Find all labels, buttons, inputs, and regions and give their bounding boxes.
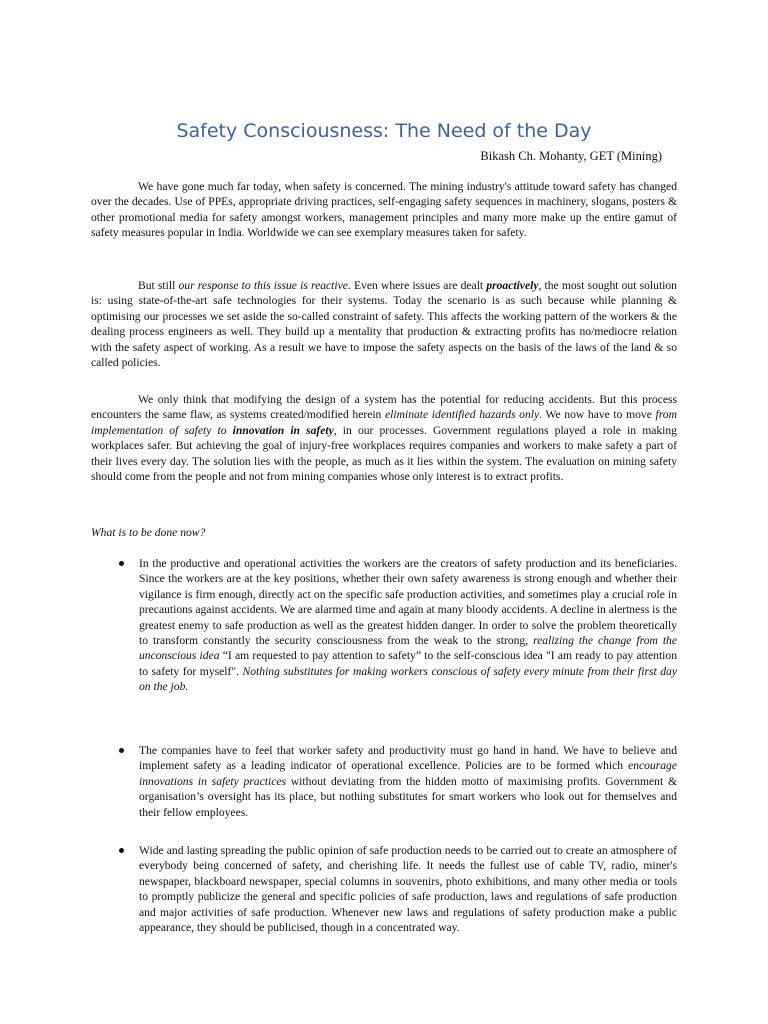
text-run: We only think that modifying the design of a system has the potential for reducing accidents. But this process encounters the same flaw, as systems created/modified herein xyxy=(91,393,677,422)
text-run: But still xyxy=(138,279,179,292)
bullet-icon xyxy=(119,561,124,566)
bold-italic-run: innovation in safety xyxy=(232,423,334,437)
text-run: In the productive and operational activities the workers are the creators of safety production and its beneficiaries. Since the workers are at the key positions, whether their own safety awareness is strong enough and whether their vigilance is firm enough, directly act on the specific safe production activities, and sometimes play a crucial role in precautions against accidents. We are alarmed time and again at many bloody accidents. A decline in alertness is the greatest enemy to safe production as well as the greatest hidden danger. In order to solve the problem theoretically to transform constantly the security consciousness from the weak to the strong, xyxy=(139,557,677,648)
text-run: , in our processes. Government regulations played a role in making workplaces safer. But achieving the goal of injury-free workplaces requires companies and workers to make safety a part of their lives every day. The solution lies with the people, as much as it lies within the system. The evaluation on mining safety should come from the people and not from mining companies whose only interest is to extract profits. xyxy=(91,423,677,484)
paragraph-intro xyxy=(91,179,677,241)
italic-run: from implementation of safety to xyxy=(91,408,677,437)
paragraph-reactive xyxy=(91,278,677,370)
bullet-icon xyxy=(119,748,124,753)
italic-run: Nothing substitutes for making workers conscious of safety every minute from their first day on the job. xyxy=(139,664,677,694)
text-run: without deviating from the hidden motto of maximising profits. Government & organisation’s oversight has its place, but nothing substitutes for smart workers who look out for themselves and their fellow employees. xyxy=(139,774,677,819)
bullet-icon xyxy=(119,848,124,853)
paragraph-intro-text: We have gone much far today, when safety is concerned. The mining industry's attitude toward safety has changed over the decades. Use of PPEs, appropriate driving practices, self-engaging safety sequences in machinery, slogans, posters & other promotional media for safety amongst workers, management principles and many more make up the entire gamut of safety measures popular in India. Worldwide we can see exemplary measures taken for safety. xyxy=(91,180,677,240)
italic-run: eliminate identified hazards only xyxy=(385,408,540,422)
text-run: The companies have to feel that worker safety and productivity must go hand in hand. We have to believe and implement safety as a leading indicator of operational excellence. Policies are to be formed which xyxy=(139,744,677,773)
bullet-item-workers xyxy=(139,556,677,695)
italic-run: our response to this issue is reactive xyxy=(178,279,348,292)
italic-run: encourage innovations in safety practices xyxy=(139,759,677,788)
text-run: . We now have to move xyxy=(539,408,656,422)
text-run: “I am requested to pay attention to safety” to the self-conscious idea "I am ready to pay attention to safety for myself". xyxy=(139,649,677,678)
section-question xyxy=(91,525,677,540)
bullet-item-companies xyxy=(139,743,677,820)
question-text: What is to be done now? xyxy=(91,526,206,539)
italic-run: realizing the change from the unconscious idea xyxy=(139,634,677,663)
bold-italic-run: proactively xyxy=(486,279,539,292)
author-line: Bikash Ch. Mohanty, GET (Mining) xyxy=(480,149,662,163)
paragraph-innovation xyxy=(91,392,677,484)
text-run: Wide and lasting spreading the public opinion of safe production needs to be carried out to create an atmosphere of everybody being concerned of safety, and cherishing life. It needs the fullest use of cable TV, radio, miner's newspaper, blackboard newspaper, special columns in souvenirs, photo exhibitions, and many other media or tools to promptly publicize the general and specific policies of safe production, laws and regulations of safe production and major activities of safe production. Whenever new laws and regulations of safety production make a public appearance, they should be publicised, though in a concentrated way. xyxy=(139,844,677,935)
bullet-item-public-opinion xyxy=(139,843,677,935)
text-run: . Even where issues are dealt xyxy=(347,279,487,292)
page-title: Safety Consciousness: The Need of the Day xyxy=(176,120,592,142)
text-run: , the most sought out solution is: using state-of-the-art safe technologies for their systems. Today the scenario is as such because while planning & optimising our processes we set aside the so-called constraint of safety. This affects the working pattern of the workers & the dealing process engineers as well. They build up a mentality that production & extracting profits has no/mediocre relation with the safety aspect of working. As a result we have to impose the safety aspects on the basis of the laws of the land & so called policies. xyxy=(91,279,677,370)
